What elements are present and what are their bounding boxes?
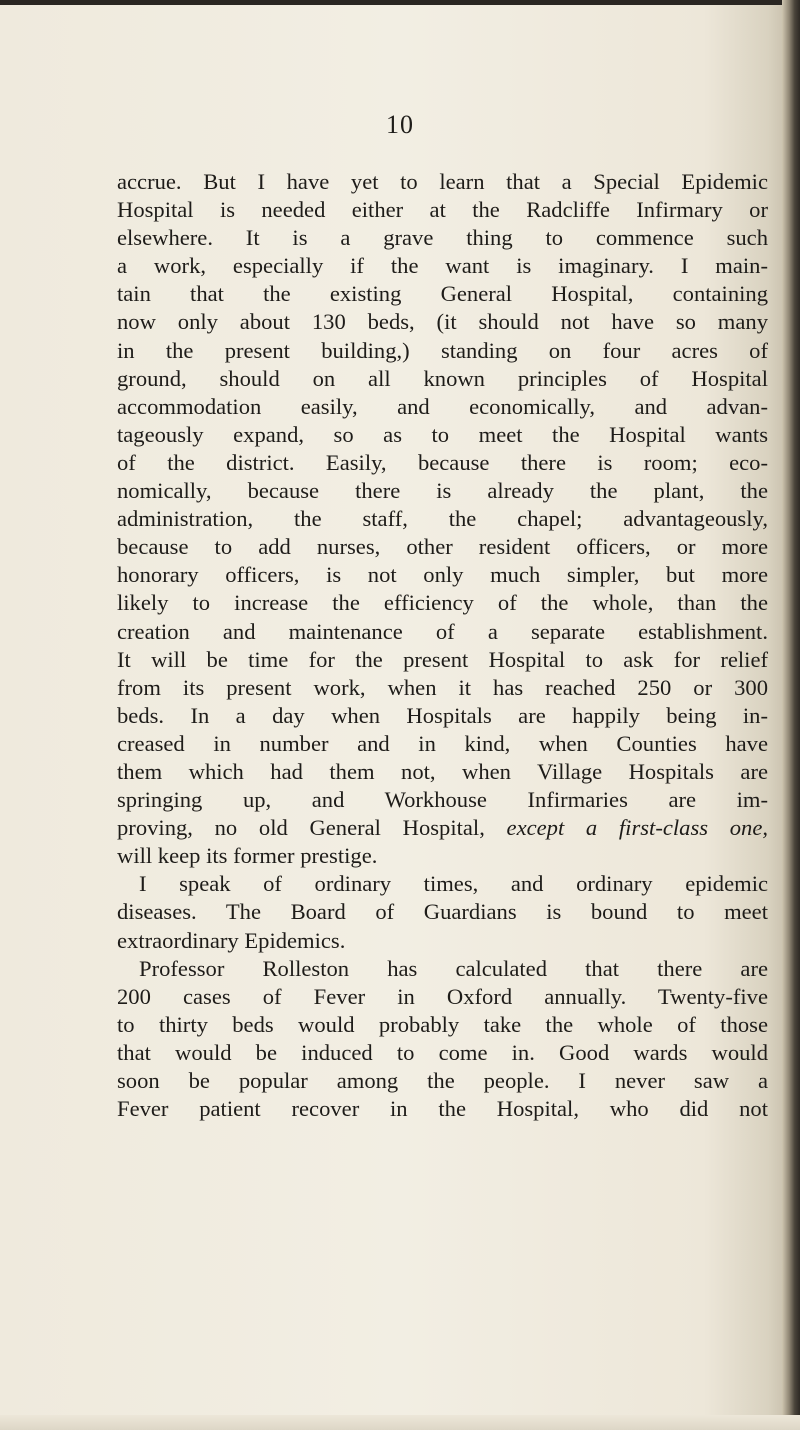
text-line: [117, 421, 768, 449]
text-line: [117, 505, 768, 533]
text-line-content: because to add nurses, other resident officers, or more: [117, 534, 768, 560]
text-line: [117, 814, 768, 842]
text-line-content: a work, especially if the want is imaginary. I main-: [117, 253, 768, 279]
text-line-content: of the district. Easily, because there is room; eco-: [117, 449, 768, 475]
text-line: [117, 308, 768, 336]
text-line-content: will keep its former prestige.: [117, 843, 378, 869]
text-line-content: likely to increase the efficiency of the whole, than the: [117, 590, 768, 616]
top-edge: [0, 0, 800, 5]
text-line: [117, 561, 768, 589]
text-line: [117, 1011, 768, 1039]
text-line-content: now only about 130 beds, (it should not have so many: [117, 309, 768, 335]
text-line: [117, 955, 768, 983]
text-line: [117, 1095, 768, 1123]
text-line-content: springing up, and Workhouse Infirmaries are im-: [117, 787, 768, 813]
text-line: [117, 786, 768, 814]
text-line-content: elsewhere. It is a grave thing to commence such: [117, 225, 768, 251]
text-line-content: creased in number and in kind, when Counties have: [117, 730, 768, 756]
bottom-edge: [0, 1415, 800, 1430]
text-line: [117, 842, 768, 870]
text-line-content: tageously expand, so as to meet the Hospital wants: [117, 421, 768, 447]
text-line-content: ground, should on all known principles of Hospital: [117, 365, 768, 391]
text-line-content: them which had them not, when Village Hospitals are: [117, 758, 768, 784]
text-line-content: beds. In a day when Hospitals are happily being in-: [117, 702, 768, 728]
italic-phrase: except a first-class one,: [506, 815, 768, 841]
text-line: [117, 196, 768, 224]
book-spine-edge: [782, 0, 800, 1430]
text-line: [117, 870, 768, 898]
text-line: [117, 1067, 768, 1095]
text-line: [117, 365, 768, 393]
text-line-content: accommodation easily, and economically, and advan-: [117, 393, 768, 419]
text-line: [117, 674, 768, 702]
text-line: [117, 983, 768, 1011]
text-line: [117, 1039, 768, 1067]
text-line-content: honorary officers, is not only much simpler, but more: [117, 562, 768, 588]
text-line-content: from its present work, when it has reached 250 or 300: [117, 674, 768, 700]
text-line-content: tain that the existing General Hospital, containing: [117, 281, 768, 307]
text-line: [117, 533, 768, 561]
text-line-content: I speak of ordinary times, and ordinary epidemic: [139, 871, 768, 897]
text-line-content: soon be popular among the people. I never saw a: [117, 1068, 768, 1093]
text-line-content: in the present building,) standing on four acres of: [117, 337, 768, 363]
text-line-content: to thirty beds would probably take the whole of those: [117, 1011, 768, 1037]
text-line: [117, 702, 768, 730]
text-line: [117, 646, 768, 674]
text-line: [117, 168, 768, 196]
text-line-content: accrue. But I have yet to learn that a Special Epidemic: [117, 169, 768, 194]
text-line-content: It will be time for the present Hospital to ask for relief: [117, 646, 768, 672]
text-line-content: Fever patient recover in the Hospital, who did not: [117, 1096, 768, 1122]
text-line: [117, 224, 768, 252]
text-line: [117, 337, 768, 365]
text-line-content: Professor Rolleston has calculated that there are: [139, 955, 768, 981]
text-line-content: extraordinary Epidemics.: [117, 927, 346, 953]
text-line-content: administration, the staff, the chapel; advantageously,: [117, 506, 768, 532]
text-line: [117, 898, 768, 926]
page-number: 10: [386, 110, 414, 139]
text-line-content: nomically, because there is already the plant, the: [117, 478, 768, 504]
text-line: [117, 449, 768, 477]
text-line: [117, 280, 768, 308]
text-line: [117, 927, 768, 955]
text-line-content: proving, no old General Hospital,: [117, 815, 485, 841]
text-line: [117, 252, 768, 280]
body-text: [117, 168, 768, 1123]
text-line-content: that would be induced to come in. Good wards would: [117, 1039, 768, 1065]
text-line-content: diseases. The Board of Guardians is bound to meet: [117, 899, 768, 925]
text-line: [117, 589, 768, 617]
text-line: [117, 758, 768, 786]
text-line: [117, 618, 768, 646]
text-line-content: 200 cases of Fever in Oxford annually. Twenty-five: [117, 983, 768, 1009]
text-line-content: Hospital is needed either at the Radcliffe Infirmary or: [117, 197, 768, 223]
text-line: [117, 393, 768, 421]
text-line: [117, 477, 768, 505]
text-line: [117, 730, 768, 758]
text-line-content: creation and maintenance of a separate establishment.: [117, 618, 768, 644]
